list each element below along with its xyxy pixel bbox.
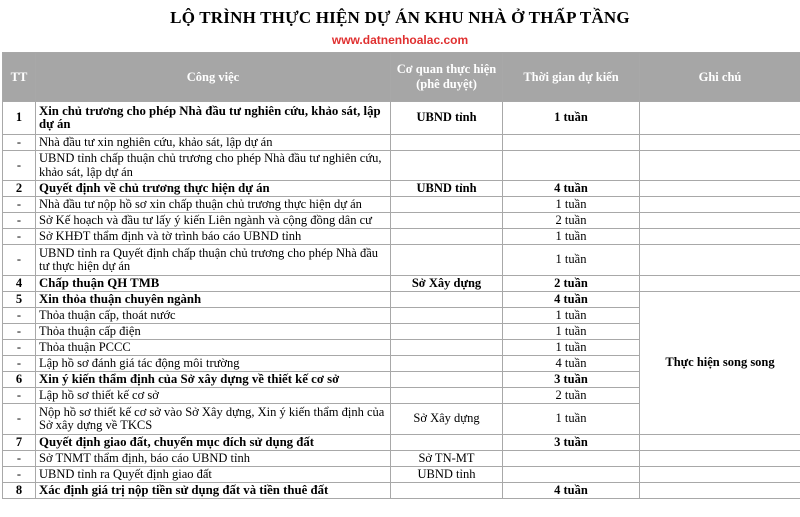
row-tt: - bbox=[3, 229, 36, 245]
row-task: Xin thỏa thuận chuyên ngành bbox=[36, 292, 391, 308]
row-time: 3 tuần bbox=[503, 372, 640, 388]
row-time: 1 tuần bbox=[503, 229, 640, 245]
row-time: 1 tuần bbox=[503, 245, 640, 276]
row-tt: - bbox=[3, 404, 36, 435]
row-task: Xin chủ trương cho phép Nhà đầu tư nghiên cứu, khảo sát, lập dự án bbox=[36, 102, 391, 135]
row-agency: UBND tỉnh bbox=[391, 467, 503, 483]
table-header-row bbox=[3, 53, 800, 102]
row-agency bbox=[391, 372, 503, 388]
row-task: UBND tỉnh ra Quyết định chấp thuận chủ trương cho phép Nhà đầu tư thực hiện dự án bbox=[36, 245, 391, 276]
schedule-table bbox=[2, 52, 800, 499]
table-row bbox=[3, 213, 800, 229]
row-note bbox=[640, 213, 800, 229]
header-note: Ghi chú bbox=[640, 53, 800, 102]
row-agency bbox=[391, 292, 503, 308]
row-agency bbox=[391, 308, 503, 324]
header-agency: Cơ quan thực hiện (phê duyệt) bbox=[391, 53, 503, 102]
row-task: Thỏa thuận cấp điện bbox=[36, 324, 391, 340]
table-row bbox=[3, 151, 800, 181]
row-time bbox=[503, 151, 640, 181]
row-task: Chấp thuận QH TMB bbox=[36, 276, 391, 292]
row-tt: - bbox=[3, 467, 36, 483]
row-note bbox=[640, 135, 800, 151]
row-time bbox=[503, 135, 640, 151]
row-time: 2 tuần bbox=[503, 276, 640, 292]
row-tt: 7 bbox=[3, 435, 36, 451]
row-tt: 8 bbox=[3, 483, 36, 499]
row-tt: - bbox=[3, 451, 36, 467]
row-note bbox=[640, 451, 800, 467]
row-agency bbox=[391, 245, 503, 276]
row-note bbox=[640, 435, 800, 451]
row-agency bbox=[391, 340, 503, 356]
row-tt: - bbox=[3, 308, 36, 324]
table-row bbox=[3, 451, 800, 467]
row-time bbox=[503, 467, 640, 483]
row-note-merged: Thực hiện song song bbox=[640, 292, 800, 435]
row-agency: Sở Xây dựng bbox=[391, 276, 503, 292]
row-agency bbox=[391, 213, 503, 229]
row-time: 1 tuần bbox=[503, 308, 640, 324]
row-task: UBND tỉnh chấp thuận chủ trương cho phép Nhà đầu tư nghiên cứu, khảo sát, lập dự án bbox=[36, 151, 391, 181]
header-task: Công việc bbox=[36, 53, 391, 102]
row-agency: UBND tỉnh bbox=[391, 102, 503, 135]
row-tt: - bbox=[3, 324, 36, 340]
header-tt: TT bbox=[3, 53, 36, 102]
header-time: Thời gian dự kiến bbox=[503, 53, 640, 102]
row-tt: - bbox=[3, 135, 36, 151]
row-tt: - bbox=[3, 388, 36, 404]
website-url: www.datnenhoalac.com bbox=[331, 33, 469, 47]
row-task: Sở KHĐT thẩm định và tờ trình báo cáo UBND tỉnh bbox=[36, 229, 391, 245]
row-agency bbox=[391, 324, 503, 340]
row-tt: - bbox=[3, 340, 36, 356]
page-title: LỘ TRÌNH THỰC HIỆN DỰ ÁN KHU NHÀ Ở THẤP TẦNG bbox=[170, 8, 630, 27]
row-task: Quyết định về chủ trương thực hiện dự án bbox=[36, 181, 391, 197]
row-task: Thỏa thuận cấp, thoát nước bbox=[36, 308, 391, 324]
row-task: Sở TNMT thẩm định, báo cáo UBND tỉnh bbox=[36, 451, 391, 467]
row-time: 4 tuần bbox=[503, 356, 640, 372]
row-tt: 6 bbox=[3, 372, 36, 388]
row-agency bbox=[391, 435, 503, 451]
row-tt: - bbox=[3, 245, 36, 276]
row-task: Lập hồ sơ đánh giá tác động môi trường bbox=[36, 356, 391, 372]
row-task: Thỏa thuận PCCC bbox=[36, 340, 391, 356]
row-task: Quyết định giao đất, chuyển mục đích sử dụng đất bbox=[36, 435, 391, 451]
table-row bbox=[3, 197, 800, 213]
row-tt: - bbox=[3, 213, 36, 229]
table-row bbox=[3, 483, 800, 499]
row-agency bbox=[391, 135, 503, 151]
row-tt: 5 bbox=[3, 292, 36, 308]
row-note bbox=[640, 197, 800, 213]
row-time: 2 tuần bbox=[503, 213, 640, 229]
table-row bbox=[3, 135, 800, 151]
row-task: Xin ý kiến thẩm định của Sở xây dựng về thiết kế cơ sở bbox=[36, 372, 391, 388]
row-agency bbox=[391, 356, 503, 372]
row-tt: - bbox=[3, 151, 36, 181]
row-time: 4 tuần bbox=[503, 292, 640, 308]
row-agency bbox=[391, 483, 503, 499]
row-agency: UBND tỉnh bbox=[391, 181, 503, 197]
table-row bbox=[3, 435, 800, 451]
row-task: Lập hồ sơ thiết kế cơ sở bbox=[36, 388, 391, 404]
row-time: 4 tuần bbox=[503, 483, 640, 499]
row-tt: 2 bbox=[3, 181, 36, 197]
row-agency bbox=[391, 151, 503, 181]
row-time: 1 tuần bbox=[503, 102, 640, 135]
row-task: Nhà đầu tư nộp hồ sơ xin chấp thuận chủ trương thực hiện dự án bbox=[36, 197, 391, 213]
row-task: Sở Kế hoạch và đầu tư lấy ý kiến Liên ngành và cộng đồng dân cư bbox=[36, 213, 391, 229]
row-time: 1 tuần bbox=[503, 197, 640, 213]
table-row bbox=[3, 102, 800, 135]
row-agency bbox=[391, 388, 503, 404]
row-tt: 1 bbox=[3, 102, 36, 135]
row-task: UBND tỉnh ra Quyết định giao đất bbox=[36, 467, 391, 483]
row-time: 1 tuần bbox=[503, 404, 640, 435]
row-tt: - bbox=[3, 356, 36, 372]
row-task: Nộp hồ sơ thiết kế cơ sở vào Sở Xây dựng, Xin ý kiến thẩm định của Sở xây dựng về TKCS bbox=[36, 404, 391, 435]
row-note bbox=[640, 483, 800, 499]
row-agency bbox=[391, 229, 503, 245]
row-note bbox=[640, 276, 800, 292]
table-row bbox=[3, 276, 800, 292]
row-task: Nhà đầu tư xin nghiên cứu, khảo sát, lập dự án bbox=[36, 135, 391, 151]
row-agency bbox=[391, 197, 503, 213]
row-note bbox=[640, 102, 800, 135]
row-time: 1 tuần bbox=[503, 324, 640, 340]
row-note bbox=[640, 181, 800, 197]
row-tt: 4 bbox=[3, 276, 36, 292]
table-row bbox=[3, 245, 800, 276]
row-time: 2 tuần bbox=[503, 388, 640, 404]
row-time: 1 tuần bbox=[503, 340, 640, 356]
row-agency: Sở TN-MT bbox=[391, 451, 503, 467]
row-note bbox=[640, 151, 800, 181]
row-note bbox=[640, 229, 800, 245]
row-note bbox=[640, 245, 800, 276]
table-row bbox=[3, 467, 800, 483]
row-time bbox=[503, 451, 640, 467]
table-body bbox=[3, 102, 800, 499]
row-agency: Sở Xây dựng bbox=[391, 404, 503, 435]
table-row bbox=[3, 292, 800, 308]
row-task: Xác định giá trị nộp tiền sử dụng đất và tiền thuê đất bbox=[36, 483, 391, 499]
row-time: 3 tuần bbox=[503, 435, 640, 451]
table-row bbox=[3, 229, 800, 245]
row-time: 4 tuần bbox=[503, 181, 640, 197]
table-row bbox=[3, 181, 800, 197]
row-note bbox=[640, 467, 800, 483]
row-tt: - bbox=[3, 197, 36, 213]
